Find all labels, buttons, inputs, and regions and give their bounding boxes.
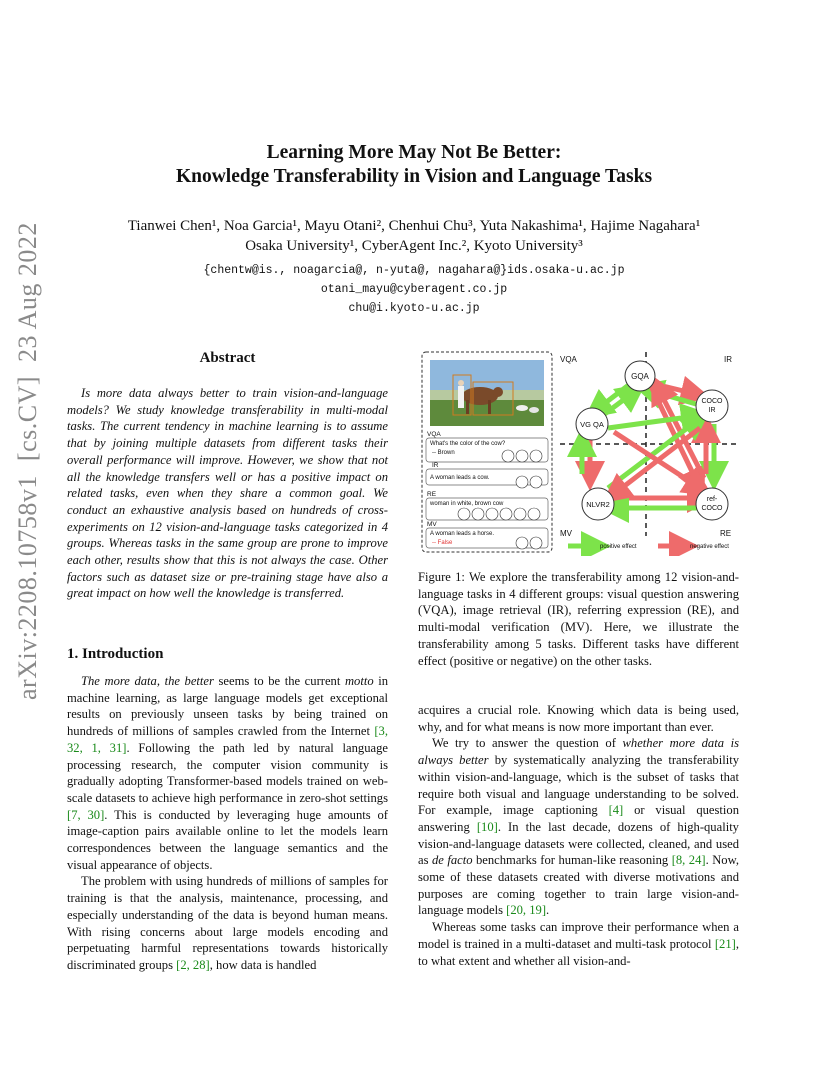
body-text: . In the last decade, dozens of high-quality vision-and-language datasets were collected, cleaned, and used as (418, 819, 739, 868)
email-line-2: otani_mayu@cyberagent.co.jp (320, 283, 508, 296)
figure-1 (418, 348, 742, 556)
body-text: . This is conducted by leveraging huge amounts of image-caption pairs available online to let the models learn correspondences between the language semantics and the visual appearance of objects. (67, 807, 389, 872)
citation-link[interactable]: [8, 24] (671, 853, 706, 868)
body-text: in machine learning, as large language models get exceptional results on previously unseen tasks by being trained on hundreds of millions of samples crawled from the Internet (67, 674, 389, 739)
quadrant-ir: IR (724, 355, 732, 364)
panel-re-label: RE (427, 491, 437, 498)
title-line-2: Knowledge Transferability in Vision and Language Tasks (175, 166, 653, 187)
caption-text: Figure 1: We explore the transferability among 12 vision-and-language tasks in 4 different groups: visual question answering (VQA), image retrieval (IR), referring expression (RE), and multi-modal verification (MV). Here, we illustrate the transferability among 5 tasks. Different tasks have different effect (positive or negative) on the other tasks. (418, 570, 739, 668)
node-vg-qa (576, 408, 608, 440)
right-column-body (418, 702, 739, 969)
quadrant-vqa: VQA (560, 355, 577, 364)
figure-1-graphic (418, 348, 742, 556)
citation-link[interactable]: [21] (714, 936, 736, 951)
introduction-body (67, 673, 388, 974)
svg-text:IR: IR (708, 407, 716, 414)
quadrant-re: RE (720, 529, 732, 538)
arxiv-category: [cs.CV] (13, 375, 42, 462)
body-text: . Now, some of these datasets created with diverse motivations and purposes are coming together to train large vision-and-language models (418, 853, 740, 918)
panel-vqa-question: What's the color of the cow? (430, 441, 506, 447)
section-heading-introduction: 1. Introduction (67, 646, 164, 662)
body-text: Whereas some tasks can improve their performance when a model is trained in a multi-dataset and multi-task protocol (418, 920, 739, 951)
emph-text: whether more data is always better (418, 736, 739, 768)
panel-ir-text: A woman leads a cow. (430, 475, 490, 481)
quadrant-mv: MV (560, 529, 572, 538)
transfer-graph (560, 352, 738, 550)
email-block (0, 261, 828, 318)
node-vgqa-label: VG QA (580, 420, 604, 429)
title-line-1: Learning More May Not Be Better: (266, 142, 562, 163)
body-text: The problem with using hundreds of millions of samples for training is that the analysis, maintenance, processing, and especially understanding of the data is beyond human means. With rising concerns about large models encoding and perpetuating harmful representations towards historically discriminated groups (67, 874, 388, 972)
intro-paragraph-2 (67, 873, 388, 973)
email-line-3: chu@i.kyoto-u.ac.jp (348, 302, 480, 315)
citation-link[interactable]: [10] (476, 819, 498, 834)
node-coco-ir (696, 390, 728, 422)
arxiv-id: arXiv:2208.10758v1 (13, 475, 42, 700)
figure-legend (568, 544, 729, 550)
citation-link[interactable]: [20, 19] (506, 903, 547, 918)
panel-vqa-label: VQA (427, 431, 441, 438)
svg-text:ref-: ref- (706, 496, 718, 503)
affiliations: Osaka University¹, CyberAgent Inc.², Kyoto University³ (245, 238, 583, 254)
paper-title (0, 141, 828, 189)
panel-mv-label: MV (427, 521, 437, 528)
right-paragraph-1 (418, 735, 739, 919)
svg-text:COCO: COCO (701, 505, 723, 512)
node-nlvr2 (582, 488, 614, 520)
abstract-text: Is more data always better to train vision-and-language models? We study knowledge transferability in multi-modal tasks. The current tendency in machine learning is to assume that by joining multiple datasets from different tasks their overall performance will improve. However, we show that not all the knowledge transfers well or has a positive impact on related tasks, even when they share a common goal. We conduct an exhaustive analysis based on hundreds of cross-experiments on 12 vision-and-language tasks categorized in 4 groups. Whereas tasks in the same group are prone to improve each other, results show that this is not always the case. Other factors such as dataset size or pre-training stage have also a great impact on how well the knowledge is transferred. (67, 386, 388, 601)
body-text: or visual question answering (418, 803, 739, 834)
author-names: Tianwei Chen¹, Noa Garcia¹, Mayu Otani², Chenhui Chu³, Yuta Nakashima¹, Hajime Nagahara¹ (127, 218, 701, 234)
arxiv-stamp (10, 222, 46, 700)
citation-link[interactable]: [7, 30] (67, 807, 105, 822)
node-nlvr2-label: NLVR2 (586, 500, 610, 509)
legend-positive: positive effect (600, 544, 637, 550)
right-paragraph-2 (418, 919, 739, 969)
email-line-1: {chentw@is., noagarcia@, n-yuta@, nagahara@}ids.osaka-u.ac.jp (203, 264, 625, 277)
body-text: , to what extent and whether all vision-and- (418, 936, 739, 968)
panel-mv-text: A woman leads a horse. (430, 531, 495, 537)
body-text: We try to answer the question of (432, 736, 623, 751)
citation-link[interactable]: [2, 28] (176, 957, 210, 972)
right-paragraph-0: acquires a crucial role. Knowing which data is being used, why, and for what means is now more important than ever. (418, 703, 739, 734)
emph-text: motto (344, 674, 374, 688)
citation-link[interactable]: [4] (608, 803, 624, 818)
node-gqa-label: GQA (631, 372, 649, 381)
body-text: benchmarks for human-like reasoning (472, 853, 672, 868)
panel-ir-label: IR (432, 462, 439, 469)
body-text: seems to be the current (213, 674, 345, 688)
panel-re-text: woman in white, brown cow (430, 501, 504, 507)
svg-text:COCO: COCO (701, 398, 723, 405)
body-text: . (546, 903, 550, 918)
abstract-body (67, 385, 388, 602)
citation-link[interactable]: [3, 32, 1, 31] (67, 724, 388, 755)
node-gqa (625, 361, 655, 391)
author-block (0, 216, 828, 256)
body-text: , how data is handled (209, 957, 317, 972)
emph-text: de facto (431, 853, 473, 868)
arxiv-date: 23 Aug 2022 (13, 222, 42, 362)
emph-text: The more data, the better (81, 674, 214, 688)
panel-mv-answer: -- False (432, 540, 453, 546)
body-text: by systematically analyzing the transferability within vision-and-language, which is the subset of tasks that require both visual and language understanding to be solved. For example, image captioning (418, 753, 739, 818)
node-ref-coco (696, 488, 728, 520)
abstract-heading: Abstract (199, 350, 256, 366)
intro-paragraph-1 (67, 673, 388, 873)
body-text: . Following the path led by natural language processing research, the computer vision community is gradually adopting Transformer-based models trained on web-scale datasets to achieve high performance in zero-shot settings (67, 740, 388, 805)
panel-vqa-answer: -- Brown (432, 450, 455, 456)
cow-photo (430, 360, 544, 426)
legend-negative: negative effect (690, 544, 729, 550)
figure-1-caption (418, 569, 739, 669)
